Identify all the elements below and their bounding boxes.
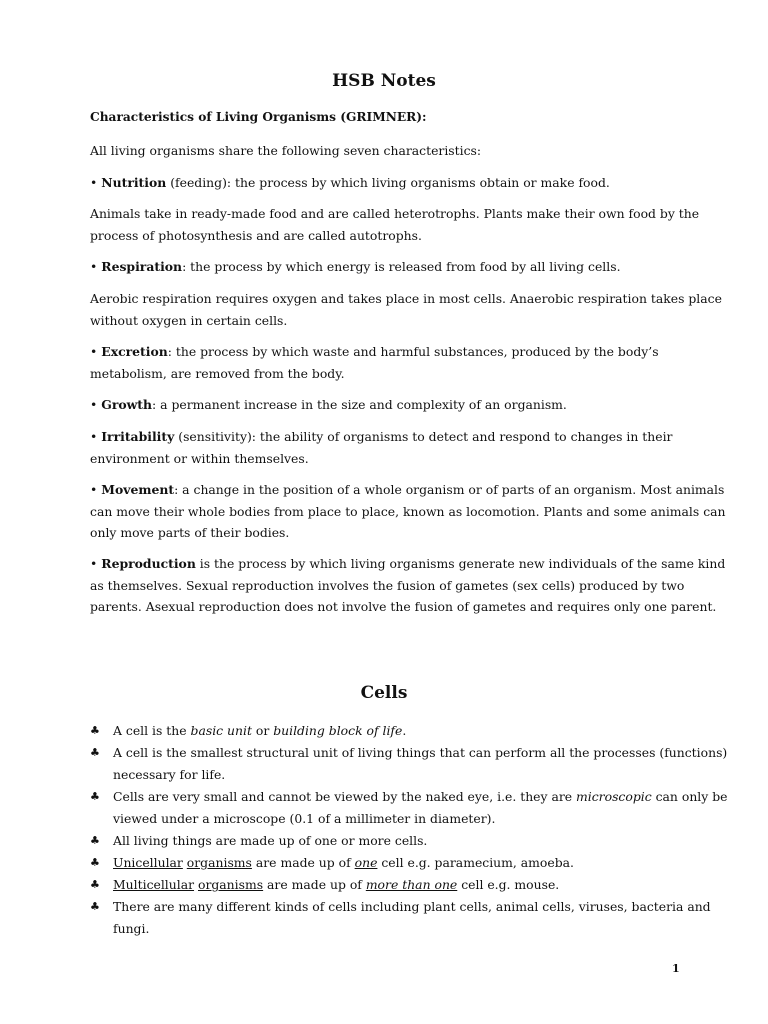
nutrition-term: Nutrition: [101, 175, 167, 190]
text: There are many different kinds of cells including plant cells, animal cells, viruses, bacteria and fungi.: [113, 899, 711, 936]
emphasis: one: [354, 855, 378, 870]
emphasis: building block of life: [273, 723, 403, 738]
bullet: •: [90, 259, 98, 274]
growth-paragraph: [90, 394, 730, 416]
bullet: •: [90, 429, 98, 444]
reproduction-term: Reproduction: [101, 556, 196, 571]
nutrition-paragraph: [90, 172, 730, 194]
underlined-term: Multicellular: [113, 877, 195, 892]
text: .: [402, 723, 407, 738]
bullet: •: [90, 344, 98, 359]
club-bullet-icon: ♣: [90, 746, 100, 759]
list-item: [90, 874, 740, 896]
text: are made up of: [251, 855, 355, 870]
club-bullet-icon: ♣: [90, 790, 100, 803]
text: or: [251, 723, 274, 738]
cells-list: [90, 720, 740, 940]
excretion-term: Excretion: [101, 344, 168, 359]
text: Cells are very small and cannot be viewed by the naked eye, i.e. they are: [113, 789, 577, 804]
club-bullet-icon: ♣: [90, 878, 100, 891]
respiration-paragraph: [90, 256, 730, 278]
bullet: •: [90, 175, 98, 190]
growth-definition: : a permanent increase in the size and complexity of an organism.: [152, 397, 567, 412]
underlined-term: organisms: [197, 877, 264, 892]
text: A cell is the smallest structural unit of living things that can perform all the processes (functions) necessary for life.: [113, 745, 728, 782]
reproduction-paragraph: [90, 553, 730, 618]
bullet: •: [90, 482, 98, 497]
list-item: [90, 852, 740, 874]
bullet: •: [90, 397, 98, 412]
respiration-detail: Aerobic respiration requires oxygen and takes place in most cells. Anaerobic respiration takes place without oxygen in certain cells.: [90, 291, 722, 328]
nutrition-detail: Animals take in ready-made food and are called heterotrophs. Plants make their own food by the process of photosynthesis and are called autotrophs.: [90, 206, 700, 243]
section-subtitle: Characteristics of Living Organisms (GRIMNER):: [90, 110, 427, 124]
text: can only be viewed under a microscope (0.1 of a millimeter in diameter).: [113, 789, 728, 826]
irritability-definition: (sensitivity): the ability of organisms to detect and respond to changes in their environment or within themselves.: [90, 429, 673, 466]
club-bullet-icon: ♣: [90, 900, 100, 913]
irritability-paragraph: [90, 426, 730, 469]
page-number: 1: [672, 962, 680, 975]
movement-paragraph: [90, 479, 730, 544]
text: All living things are made up of one or more cells.: [113, 833, 428, 848]
excretion-paragraph: [90, 341, 730, 384]
emphasis: more than one: [365, 877, 458, 892]
list-item: [90, 896, 740, 940]
underlined-term: organisms: [186, 855, 252, 870]
text: A cell is the: [113, 723, 191, 738]
excretion-definition: : the process by which waste and harmful substances, produced by the body’s metabolism, are removed from the body.: [90, 344, 659, 381]
movement-definition: : a change in the position of a whole organism or of parts of an organism. Most animals can move their whole bodies from place to place, known as locomotion. Plants and some animals can only move parts of their bodies.: [90, 482, 726, 540]
nutrition-definition: (feeding): the process by which living organisms obtain or make food.: [166, 175, 610, 190]
respiration-definition: : the process by which energy is released from food by all living cells.: [182, 259, 621, 274]
bullet: •: [90, 556, 98, 571]
text: cell e.g. paramecium, amoeba.: [377, 855, 574, 870]
emphasis: microscopic: [576, 789, 652, 804]
underlined-term: Unicellular: [113, 855, 183, 870]
text: cell e.g. mouse.: [457, 877, 560, 892]
emphasis: basic unit: [190, 723, 252, 738]
list-item: [90, 720, 740, 742]
list-item: [90, 742, 740, 786]
club-bullet-icon: ♣: [90, 834, 100, 847]
club-bullet-icon: ♣: [90, 724, 100, 737]
growth-term: Growth: [101, 397, 153, 412]
cells-heading: Cells: [360, 683, 408, 703]
reproduction-definition: is the process by which living organisms generate new individuals of the same kind as themselves. Sexual reproduction involves the fusion of gametes (sex cells) produced by two parents. Asexual reproduction does not involve the fusion of gametes and requires only one parent.: [90, 556, 726, 614]
irritability-term: Irritability: [101, 429, 175, 444]
list-item: [90, 786, 740, 830]
intro-paragraph: All living organisms share the following seven characteristics:: [90, 143, 482, 158]
movement-term: Movement: [101, 482, 175, 497]
page-title: HSB Notes: [332, 71, 436, 91]
list-item: [90, 830, 740, 852]
text: are made up of: [263, 877, 366, 892]
club-bullet-icon: ♣: [90, 856, 100, 869]
respiration-term: Respiration: [101, 259, 183, 274]
